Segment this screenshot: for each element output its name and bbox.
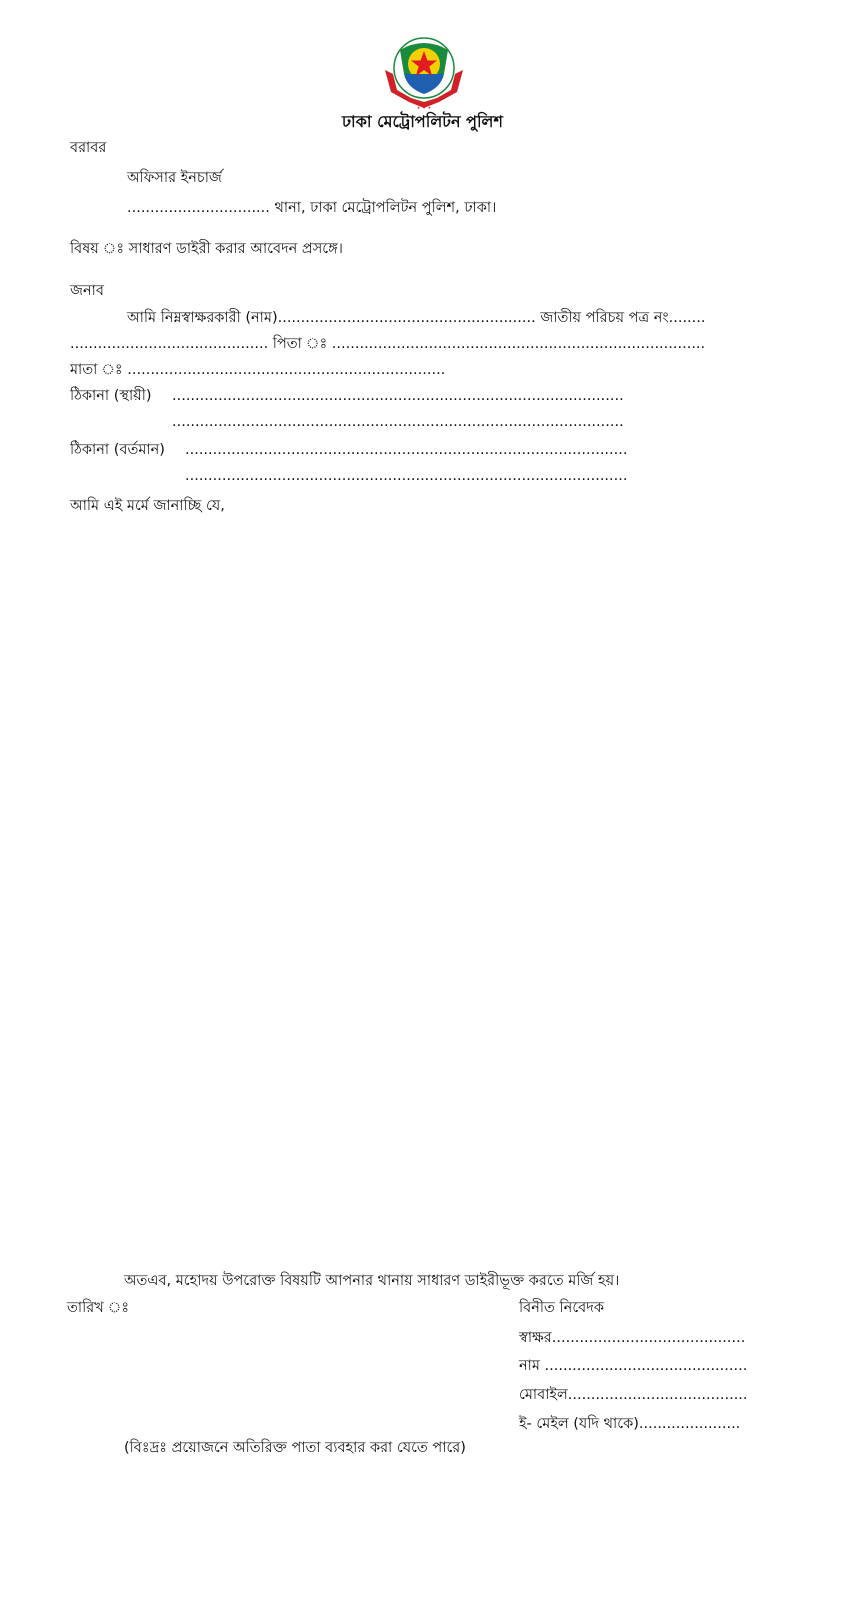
salutation: জনাব <box>70 283 104 299</box>
name-line: নাম ............................................ <box>519 1358 748 1374</box>
permanent-address-dots-1: .................................................................................................. <box>172 388 624 404</box>
father-line: ........................................... পিতা ঃ ................................................................................. <box>70 336 706 352</box>
date-label: তারিখ ঃ <box>67 1300 130 1316</box>
dmp-emblem-icon <box>381 30 467 114</box>
mobile-line: মোবাইল....................................... <box>519 1387 748 1403</box>
dmp-emblem-logo <box>381 30 467 114</box>
sincerely-label: বিনীত নিবেদক <box>519 1300 604 1316</box>
present-address-dots-2: ................................................................................................ <box>185 468 628 484</box>
to-label: বরাবর <box>70 140 107 156</box>
officer-in-charge: অফিসার ইনচার্জ <box>127 170 222 186</box>
name-nid-line: আমি নিম্নস্বাক্ষরকারী (নাম)........................................................ জাতীয় পরিচয় পত্র নং........ <box>127 310 706 326</box>
signature-line: স্বাক্ষর.......................................... <box>519 1330 746 1346</box>
footnote: (বিঃদ্রঃ প্রয়োজনে অতিরিক্ত পাতা ব্যবহার করা যেতে পারে) <box>124 1440 466 1456</box>
station-line: ............................... থানা, ঢাকা মেট্রোপলিটন পুলিশ, ঢাকা। <box>127 200 497 216</box>
present-address-dots-1: ................................................................................................ <box>185 442 628 458</box>
request-line: অতএব, মহোদয় উপরোক্ত বিষয়টি আপনার থানায় সাধারণ ডাইরীভূক্ত করতে মর্জি হয়। <box>124 1273 620 1289</box>
organization-title: ঢাকা মেট্রোপলিটন পুলিশ <box>342 112 503 131</box>
permanent-address-dots-2: .................................................................................................. <box>172 414 624 430</box>
svg-text:• • •: • • • <box>416 105 432 112</box>
email-line: ই- মেইল (যদি থাকে)...................... <box>519 1416 741 1432</box>
statement-intro: আমি এই মর্মে জানাচ্ছি যে, <box>70 498 225 514</box>
subject-line: বিষয় ঃ সাধারণ ডাইরী করার আবেদন প্রসঙ্গে। <box>70 241 343 257</box>
present-address-label: ঠিকানা (বর্তমান) <box>70 442 165 458</box>
mother-line: মাতা ঃ ..................................................................... <box>70 362 446 378</box>
permanent-address-label: ঠিকানা (স্থায়ী) <box>70 388 152 404</box>
